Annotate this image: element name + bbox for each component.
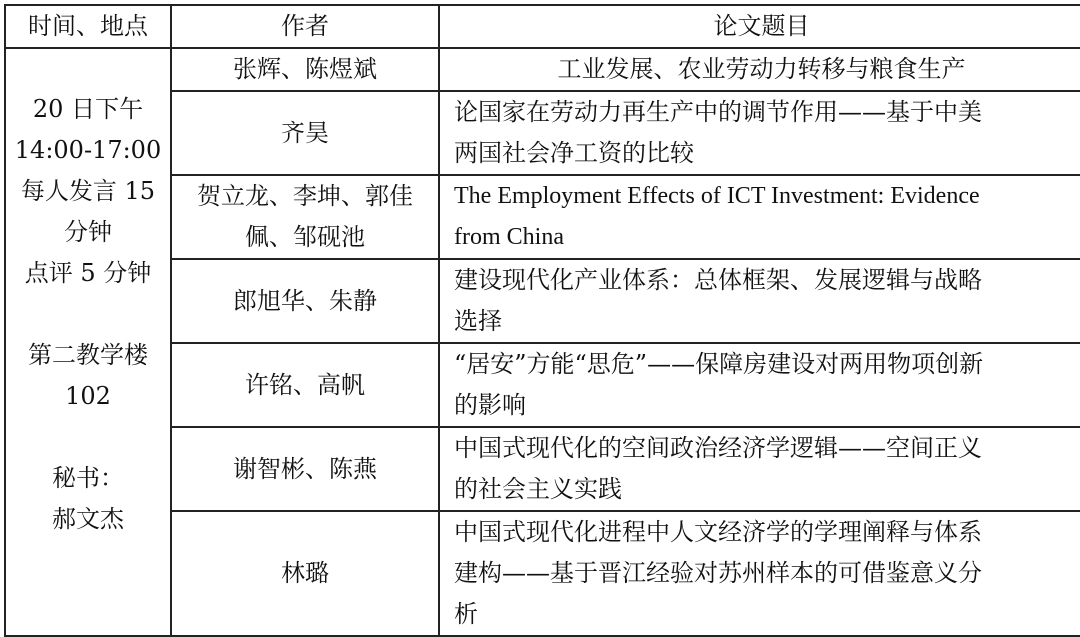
paper-title-cell: “居安”方能“思危”——保障房建设对两用物项创新 的影响: [439, 343, 1080, 427]
session-time: 14:00-17:00: [14, 136, 162, 164]
table-row: [5, 48, 1080, 91]
author-cell: 齐昊: [171, 91, 439, 175]
speaking-time: 每人发言 15: [20, 177, 156, 205]
schedule-table: [4, 4, 1080, 637]
author-cell: 张辉、陈煜斌: [171, 48, 439, 91]
author-cell: 谢智彬、陈燕: [171, 427, 439, 511]
author-cell: 贺立龙、李坤、郭佳 佩、邹砚池: [171, 175, 439, 259]
header-author: 作者: [171, 5, 439, 48]
paper-title-cell: 工业发展、农业劳动力转移与粮食生产: [439, 48, 1080, 91]
comment-time: 点评 5 分钟: [24, 259, 152, 287]
venue-building: 第二教学楼: [28, 341, 148, 369]
header-time-location: 时间、地点: [5, 5, 171, 48]
header-paper-title: 论文题目: [439, 5, 1080, 48]
session-date: 20 日下午: [32, 95, 144, 123]
paper-title-cell: 中国式现代化进程中人文经济学的学理阐释与体系 建构——基于晋江经验对苏州样本的可借鉴意义分 析: [439, 511, 1080, 636]
paper-title-cell: 论国家在劳动力再生产中的调节作用——基于中美 两国社会净工资的比较: [439, 91, 1080, 175]
paper-title-cell: 建设现代化产业体系：总体框架、发展逻辑与战略 选择: [439, 259, 1080, 343]
header-row: [5, 5, 1080, 48]
author-cell: 郎旭华、朱静: [171, 259, 439, 343]
schedule-table-wrapper: [4, 4, 1080, 637]
paper-title-cell: 中国式现代化的空间政治经济学逻辑——空间正义 的社会主义实践: [439, 427, 1080, 511]
secretary-label: 秘书：: [52, 464, 124, 492]
speaking-time-unit: 分钟: [64, 218, 112, 246]
secretary-name: 郝文杰: [52, 505, 124, 533]
session-info-cell: [5, 48, 171, 636]
paper-title-cell: The Employment Effects of ICT Investment: Evidence from China: [439, 175, 1080, 259]
venue-room: 102: [65, 382, 111, 410]
author-cell: 许铭、高帆: [171, 343, 439, 427]
author-cell: 林璐: [171, 511, 439, 636]
